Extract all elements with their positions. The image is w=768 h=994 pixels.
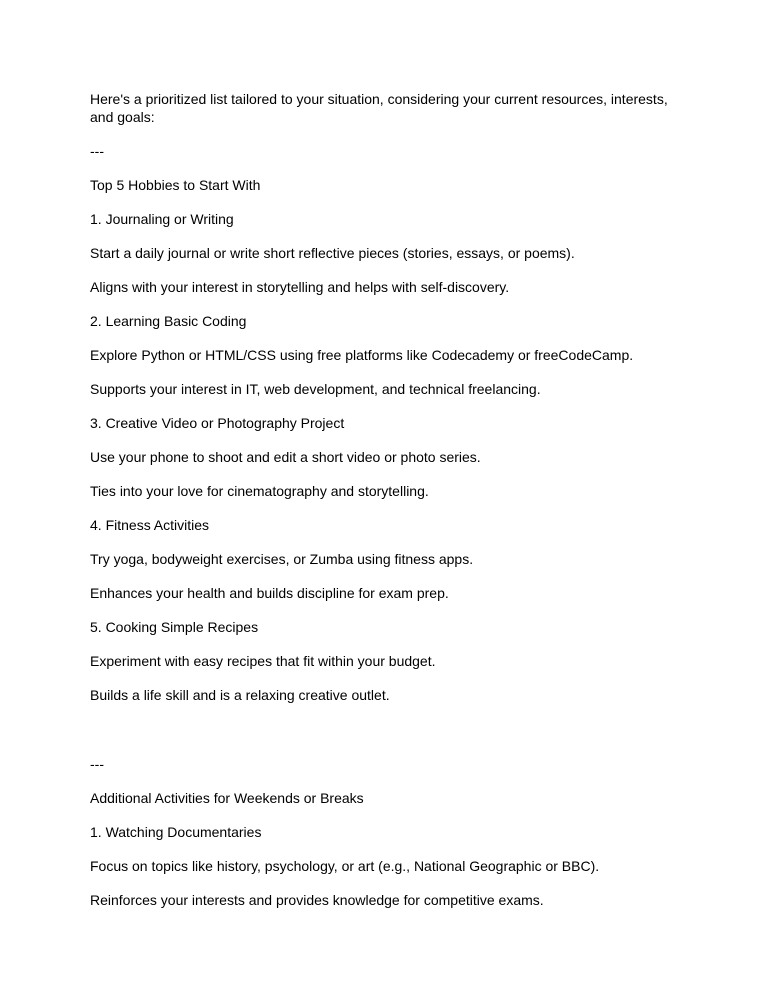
document-body xyxy=(90,90,690,925)
intro-paragraph: Here's a prioritized list tailored to your situation, considering your current resources, interests, and goals: xyxy=(90,91,672,125)
section-heading: Top 5 Hobbies to Start With xyxy=(90,177,261,193)
hobby-item xyxy=(90,210,690,296)
activity-item xyxy=(90,823,690,909)
item-benefit: Builds a life skill and is a relaxing creative outlet. xyxy=(90,687,390,703)
hobby-item xyxy=(90,414,690,500)
item-description: Start a daily journal or write short reflective pieces (stories, essays, or poems). xyxy=(90,245,575,261)
item-description: Use your phone to shoot and edit a short video or photo series. xyxy=(90,449,481,465)
section-heading: Additional Activities for Weekends or Breaks xyxy=(90,790,364,806)
separator: --- xyxy=(90,143,104,159)
item-description: Explore Python or HTML/CSS using free platforms like Codecademy or freeCodeCamp. xyxy=(90,347,634,363)
item-title: 1. Watching Documentaries xyxy=(90,824,262,840)
item-title: 4. Fitness Activities xyxy=(90,517,210,533)
item-description: Experiment with easy recipes that fit within your budget. xyxy=(90,653,436,669)
separator: --- xyxy=(90,756,104,772)
hobby-item xyxy=(90,516,690,602)
item-benefit: Enhances your health and builds discipline for exam prep. xyxy=(90,585,449,601)
item-benefit: Supports your interest in IT, web development, and technical freelancing. xyxy=(90,381,541,397)
item-benefit: Reinforces your interests and provides knowledge for competitive exams. xyxy=(90,892,544,908)
hobby-item xyxy=(90,618,690,704)
item-title: 5. Cooking Simple Recipes xyxy=(90,619,259,635)
hobby-item xyxy=(90,312,690,398)
item-title: 2. Learning Basic Coding xyxy=(90,313,247,329)
item-title: 3. Creative Video or Photography Project xyxy=(90,415,345,431)
item-benefit: Aligns with your interest in storytelling and helps with self-discovery. xyxy=(90,279,510,295)
item-description: Try yoga, bodyweight exercises, or Zumba using fitness apps. xyxy=(90,551,474,567)
item-description: Focus on topics like history, psychology, or art (e.g., National Geographic or BBC). xyxy=(90,858,600,874)
item-title: 1. Journaling or Writing xyxy=(90,211,234,227)
item-benefit: Ties into your love for cinematography and storytelling. xyxy=(90,483,429,499)
